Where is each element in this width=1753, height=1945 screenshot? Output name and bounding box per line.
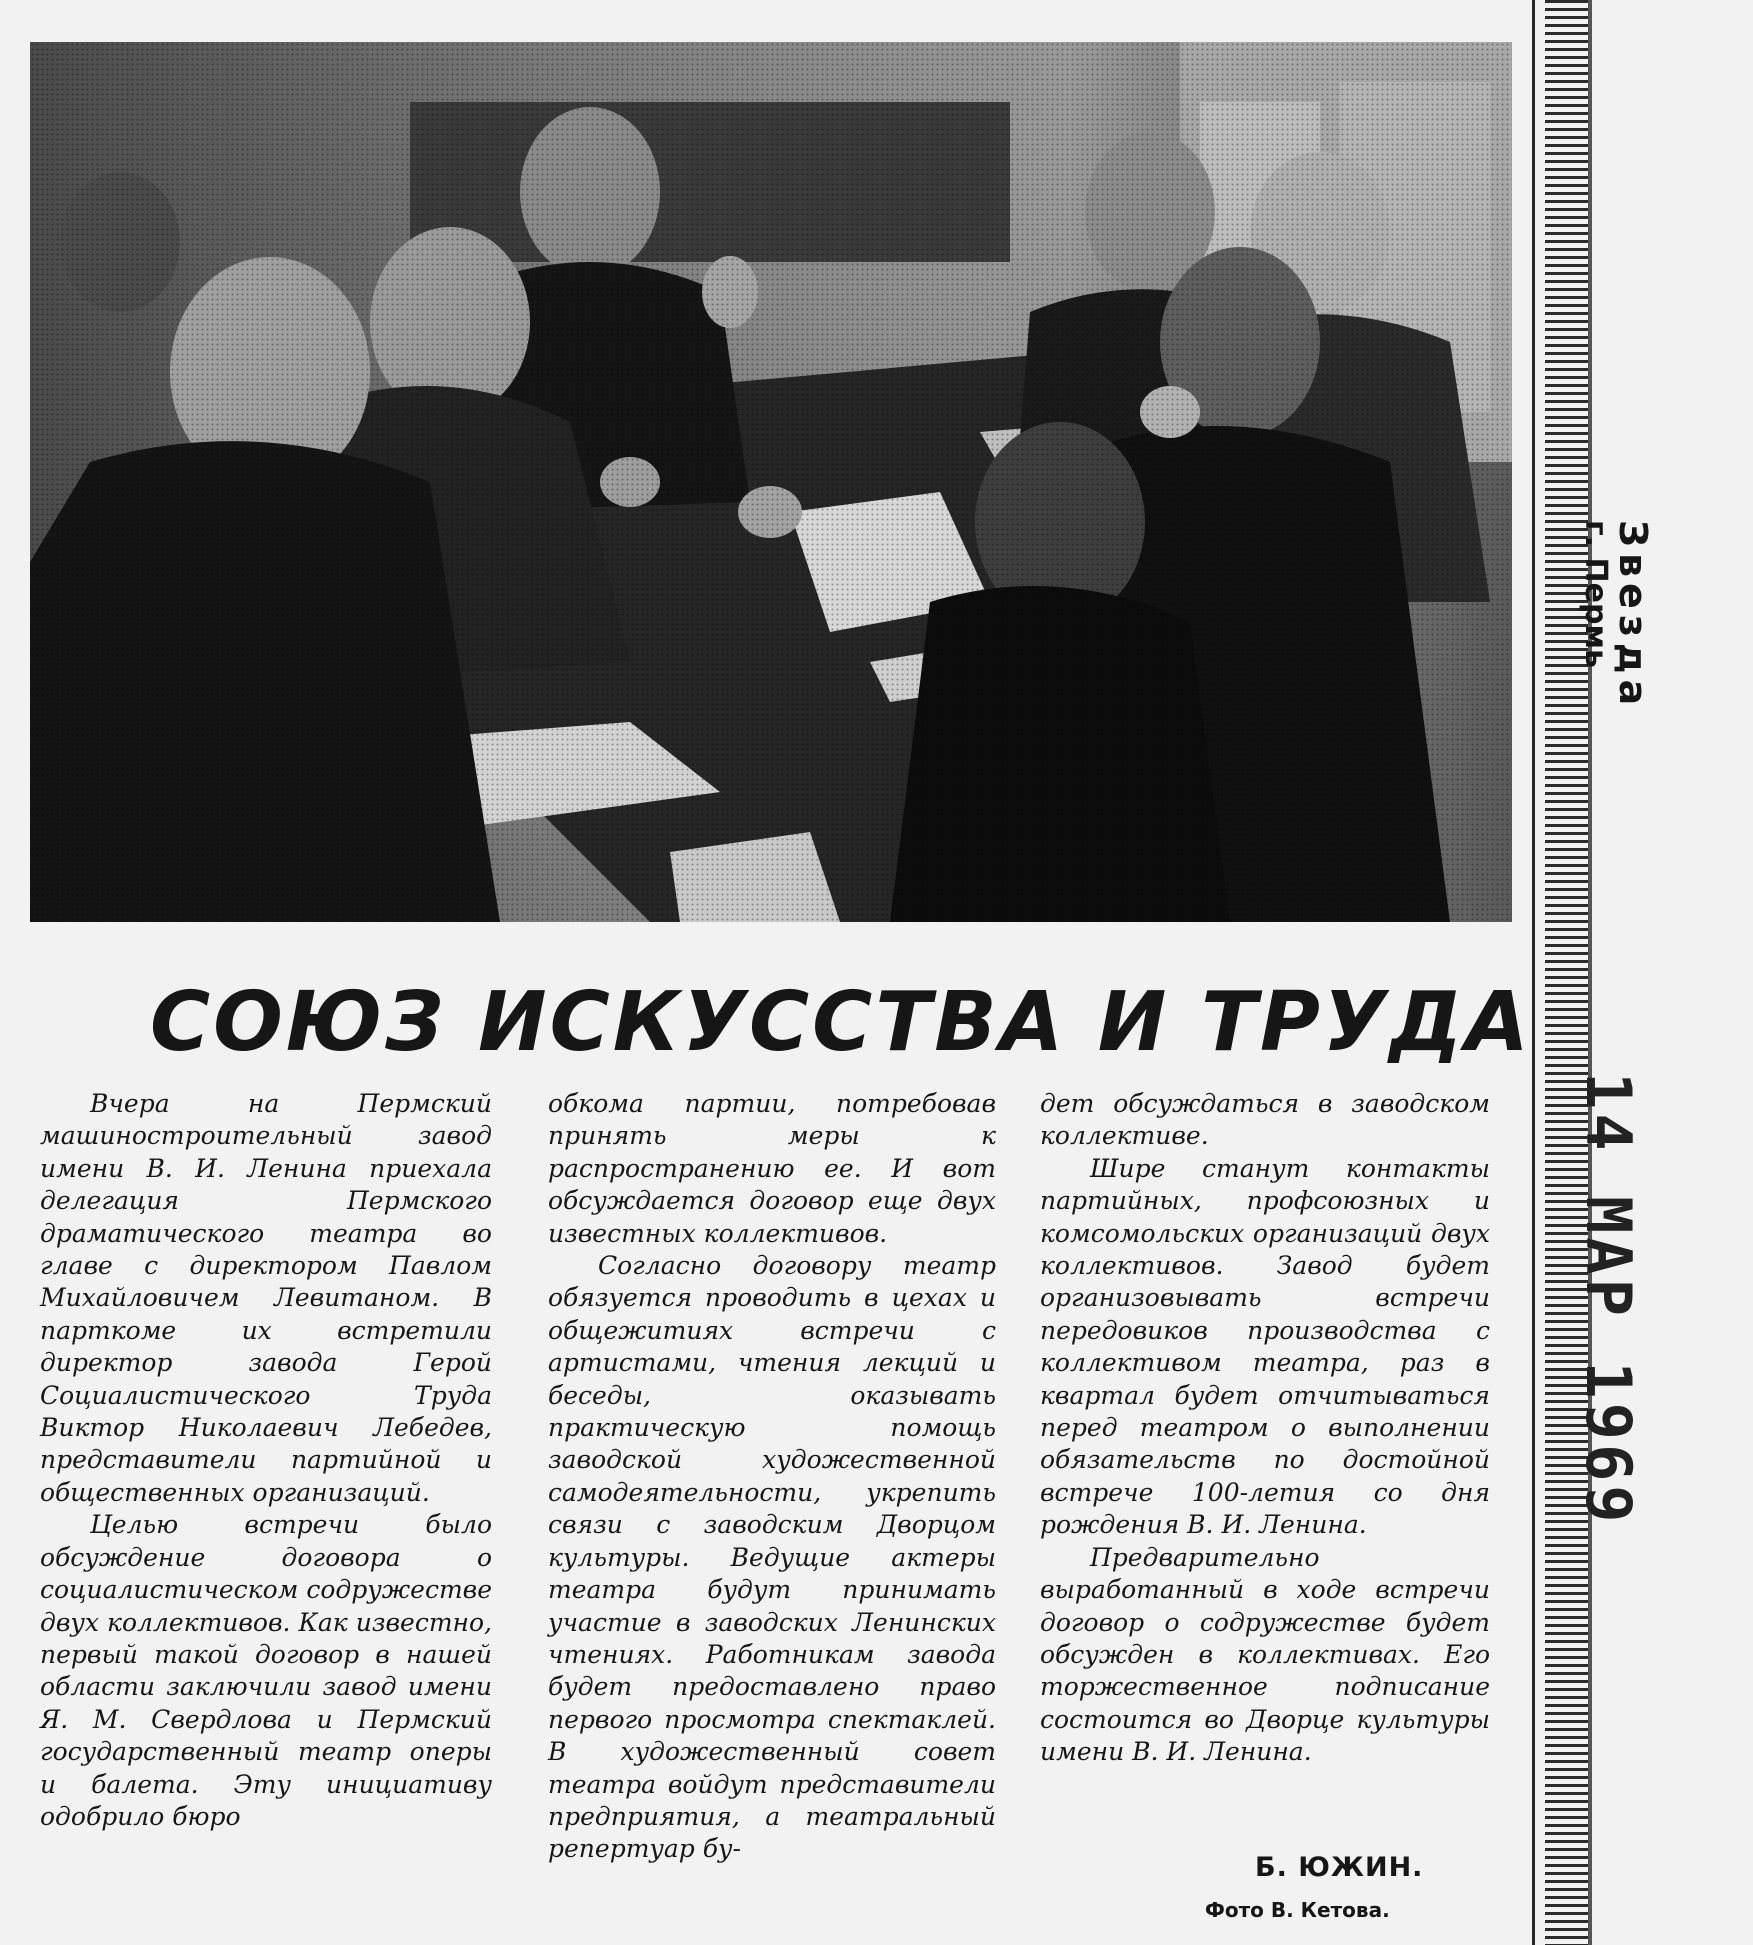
ruler-edge	[1588, 0, 1592, 1945]
newspaper-name: Звезда	[1611, 520, 1655, 712]
article-headline: СОЮЗ ИСКУССТВА И ТРУДА	[150, 975, 1532, 1070]
article-paragraph: Согласно договору театр обязуется проводить в цехах и общежитиях встречи с артистами, чтения лекций и беседы, оказывать практическую помощь заводской художественной самодеятельности, укрепить связи с заводским Дворцом культуры. Ведущие актеры театра будут принимать участие в заводских Ленинских чтениях. Работникам завода будет предоставлено право первого просмотра спектаклей. В художественный совет театра войдут представители предприятия, а театральный репертуар бу-	[548, 1251, 996, 1864]
article-paragraph: обкома партии, потребовав принять меры к распространению ее. И вот обсуждается договор еще двух известных коллективов.	[548, 1089, 996, 1248]
source-stamp	[1578, 520, 1655, 711]
newspaper-city: г. Пермь	[1578, 520, 1613, 668]
article-paragraph: Предварительно выработанный в ходе встречи договор о содружестве будет обсужден в коллективах. Его торжественное подписание состоится во Дворце культуры имени В. И. Ленина.	[1040, 1542, 1490, 1767]
article-column-3	[1040, 1088, 1490, 1769]
scale-ruler	[1545, 0, 1590, 1945]
article-column-2	[548, 1088, 996, 1866]
date-stamp: 14 МАР 1969	[1572, 1072, 1645, 1527]
clipping-edge-line	[1532, 0, 1535, 1945]
article-column-1	[40, 1088, 492, 1833]
article-paragraph: Вчера на Пермский машиностроительный завод имени В. И. Ленина приехала делегация Пермского драматического театра во главе с директором Павлом Михайловичем Левитаном. В парткоме их встретили директор завода Герой Социалистического Труда Виктор Николаевич Лебедев, представители партийной и общественных организаций.	[40, 1089, 492, 1507]
article-paragraph: Целью встречи было обсуждение договора о социалистическом содружестве двух коллективов. Как известно, первый такой договор в нашей области заключили завод имени Я. М. Свердлова и Пермский государственный театр оперы и балета. Эту инициативу одобрило бюро	[40, 1510, 493, 1831]
meeting-photo-illustration	[30, 42, 1512, 922]
author-byline: Б. ЮЖИН.	[1255, 1852, 1424, 1883]
article-paragraph: Шире станут контакты партийных, профсоюзных и комсомольских организаций двух коллективов. Завод будет организовывать встречи передовиков производства с коллективом театра, раз в квартал будет отчитываться перед театром о выполнении обязательств по достойной встрече 100-летия со дня рождения В. И. Ленина.	[1040, 1153, 1490, 1540]
article-paragraph: дет обсуждаться в заводском коллективе.	[1040, 1089, 1490, 1151]
article-photo	[30, 42, 1512, 922]
photo-credit: Фото В. Кетова.	[1205, 1898, 1390, 1922]
